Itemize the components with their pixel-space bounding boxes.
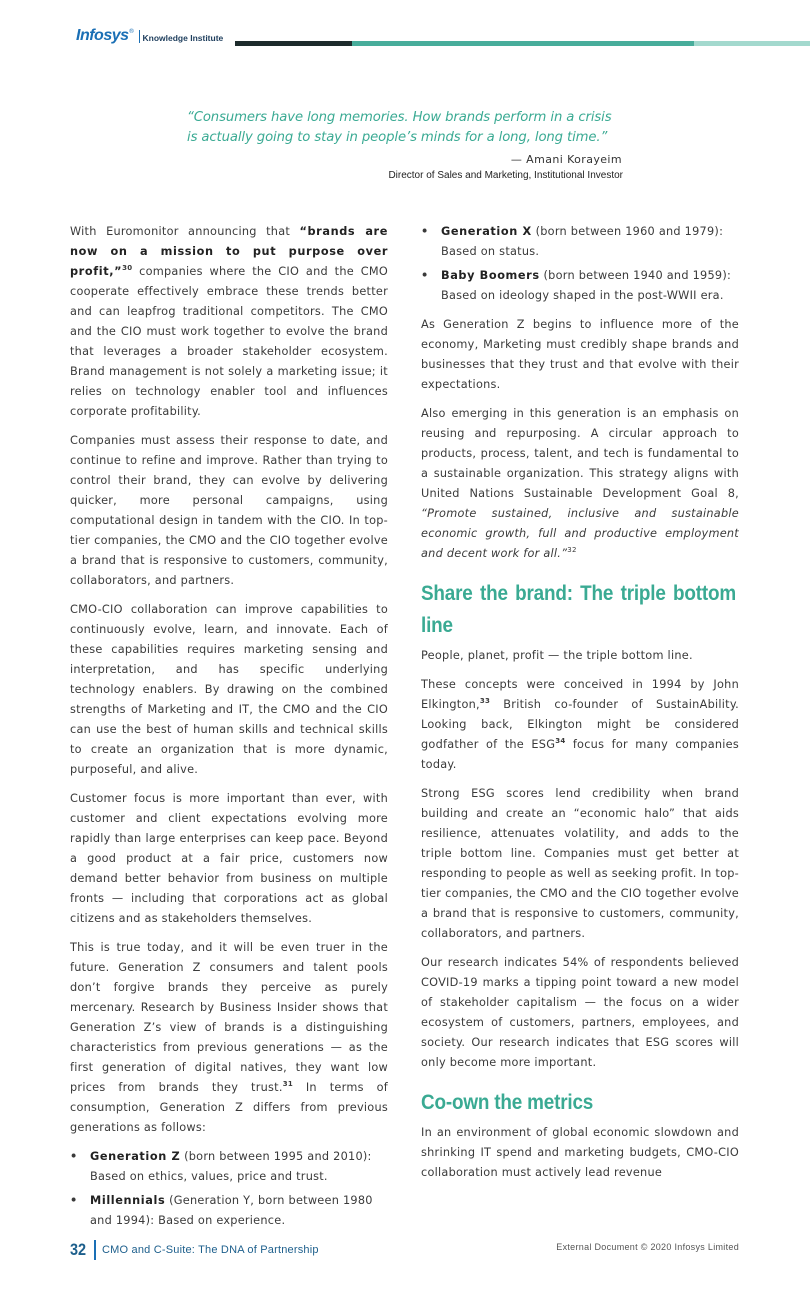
text-run: These concepts were conceived in 1994 by John Elkington, <box>421 678 739 711</box>
footnote-ref: 31 <box>282 1080 293 1089</box>
list-item <box>421 222 739 262</box>
header-bar-teal <box>352 41 694 46</box>
section-heading-co-own-metrics: Co-own the metrics <box>421 1091 594 1114</box>
bullet-text: (born between 1995 and 2010): Based on ethics, values, price and trust. <box>90 1150 372 1183</box>
text-run: This is true today, and it will be even truer in the future. Generation Z consumers and talent pools don’t forgive brands they perceive as purely mercenary. Research by Business Insider shows that Generation Z’s view of brands is a distinguishing characteristics from previous generations — as the first generation of digital natives, they want low prices from brands they trust. <box>70 941 388 1094</box>
bold-quote: “brands are now on a mission to put purpose over profit,” <box>70 225 388 278</box>
quote-author-role: Director of Sales and Marketing, Institutional Investor <box>388 170 623 181</box>
footnote-ref: 34 <box>555 737 566 746</box>
logo-registered-mark: ® <box>128 28 135 35</box>
paragraph: Customer focus is more important than ever, with customer and client expectations evolving more rapidly than large enterprises can keep pace. Beyond a good product at a fair price, customers now demand better behavior from business on multiple fronts — including that corporations act as global citizens and as stakeholders themselves. <box>70 792 388 925</box>
logo-brand-text: Infosys <box>76 27 129 44</box>
text-run: Also emerging in this generation is an emphasis on reusing and repurposing. A circular approach to products, process, talent, and tech is fundamental to a sustainable organization. This strategy aligns with United Nations Sustainable Development Goal 8, <box>421 407 739 500</box>
bullet-icon: • <box>421 269 429 282</box>
text-run: With Euromonitor announcing that <box>70 225 300 238</box>
list-item <box>70 1191 388 1231</box>
quote-text <box>187 108 627 148</box>
logo-subtitle: Knowledge Institute <box>142 33 224 43</box>
bullet-text: (born between 1940 and 1959): Based on ideology shaped in the post-WWII era. <box>441 269 732 302</box>
paragraph: CMO-CIO collaboration can improve capabilities to continuously evolve, learn, and innovate. Each of these capabilities requires marketing sensing and interpretation, and has specific underlying technology enablers. By drawing on the combined strengths of Marketing and IT, the CMO and the CIO can use the best of human skills and technical skills to create an organization that is more dynamic, purposeful, and alive. <box>70 603 388 776</box>
page-header <box>0 0 810 60</box>
infosys-logo <box>76 27 223 45</box>
text-run: British co-founder of SustainAbility. Looking back, Elkington might be considered godfather of the ESG <box>421 698 739 751</box>
bullet-term: Baby Boomers <box>441 269 540 282</box>
bullet-term: Generation Z <box>90 1150 181 1163</box>
quote-line-1: “Consumers have long memories. How brands perform in a crisis <box>187 110 612 125</box>
paragraph <box>421 675 739 775</box>
footnote-ref: 33 <box>479 697 491 706</box>
text-run: focus for many companies today. <box>421 738 739 771</box>
quote-line-2: is actually going to stay in people’s minds for a long, long time.” <box>187 130 608 145</box>
bullet-term: Generation X <box>441 225 532 238</box>
header-bar-dark <box>235 41 352 46</box>
footnote-ref: 30 <box>122 264 133 273</box>
list-item <box>421 266 739 306</box>
paragraph <box>70 222 388 422</box>
section-heading-triple-bottom-line: Share the brand: The triple bottom line <box>421 582 736 637</box>
list-item <box>70 1147 388 1187</box>
footnote-ref: 32 <box>567 546 577 555</box>
paragraph: Strong ESG scores lend credibility when brand building and create an “economic halo” that aids resilience, attenuates volatility, and adds to the triple bottom line. Companies must get better at responding to people as well as seeking profit. In top-tier companies, the CMO and the CIO together evolve a brand that is responsive to customers, community, collaborators, and partners. <box>421 787 739 940</box>
bullet-term: Millennials <box>90 1194 166 1207</box>
right-column <box>421 222 739 1192</box>
paragraph <box>70 938 388 1138</box>
footer-copyright: External Document © 2020 Infosys Limited <box>556 1242 739 1252</box>
bullet-icon: • <box>70 1194 78 1207</box>
italic-quote: “Promote sustained, inclusive and sustainable economic growth, full and productive employment and decent work for all.” <box>421 507 739 560</box>
paragraph: As Generation Z begins to influence more of the economy, Marketing must credibly shape brands and businesses that they trust and that evolve with their expectations. <box>421 318 739 391</box>
page-number: 32 <box>70 1240 87 1259</box>
paragraph: Our research indicates 54% of respondents believed COVID-19 marks a tipping point toward a new model of stakeholder capitalism — the focus on a wider ecosystem of customers, partners, employees, and society. Our research indicates that ESG scores will only become more important. <box>421 956 739 1069</box>
footer-divider <box>94 1240 96 1260</box>
text-run: companies where the CIO and the CMO cooperate effectively embrace these trends better and can leapfrog traditional competitors. The CMO and the CIO must work together to evolve the brand that leverages a broader stakeholder ecosystem. Brand management is not solely a marketing issue; it relies on technology enabler tool and influences corporate profitability. <box>70 265 388 418</box>
text-run: In terms of consumption, Generation Z differs from previous generations as follows: <box>70 1081 388 1134</box>
logo-divider <box>139 30 140 43</box>
bullet-icon: • <box>421 225 429 238</box>
paragraph: Companies must assess their response to date, and continue to refine and improve. Rather than trying to control their brand, they can evolve by delivering quicker, more personal campaigns, using computational design in tandem with the CIO. In top-tier companies, the CMO and the CIO together evolve a brand that is responsive to customers, community, collaborators, and partners. <box>70 434 388 587</box>
bullet-text: (Generation Y, born between 1980 and 1994): Based on experience. <box>90 1194 373 1227</box>
paragraph: People, planet, profit — the triple bottom line. <box>421 649 693 662</box>
page-footer <box>0 1236 810 1266</box>
left-column <box>70 222 388 1235</box>
header-bar-light <box>694 41 810 46</box>
quote-author: — Amani Korayeim <box>510 153 622 166</box>
pull-quote <box>187 108 627 181</box>
bullet-text: (born between 1960 and 1979): Based on status. <box>441 225 724 258</box>
paragraph <box>421 404 739 564</box>
footer-title: CMO and C-Suite: The DNA of Partnership <box>102 1244 319 1256</box>
bullet-icon: • <box>70 1150 78 1163</box>
paragraph: In an environment of global economic slowdown and shrinking IT spend and marketing budgets, CMO-CIO collaboration must actively lead revenue <box>421 1126 739 1179</box>
